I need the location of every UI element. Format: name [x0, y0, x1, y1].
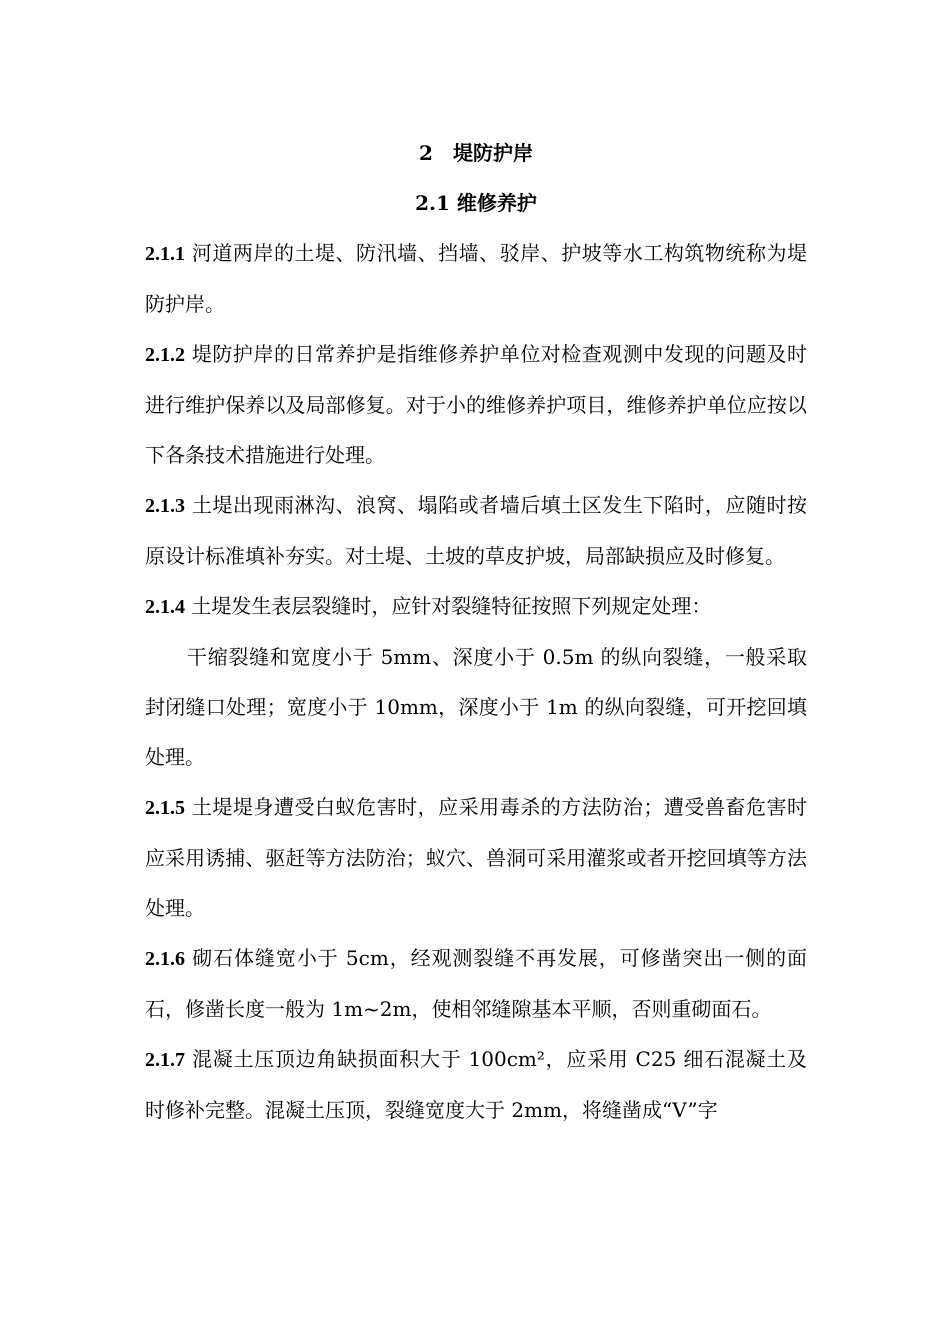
clause-number: 2.1.4 [145, 596, 185, 618]
clause-text: 土堤出现雨淋沟、浪窝、塌陷或者墙后填土区发生下陷时，应随时按原设计标准填补夯实。对土堤、土坡的草皮护坡，局部缺损应及时修复。 [145, 493, 807, 568]
clause-text: 堤防护岸的日常养护是指维修养护单位对检查观测中发现的问题及时进行维护保养以及局部修复。对于小的维修养护项目，维修养护单位应按以下各条技术措施进行处理。 [145, 342, 807, 467]
clause-text: 河道两岸的土堤、防汛墙、挡墙、驳岸、护坡等水工构筑物统称为堤防护岸。 [145, 241, 807, 316]
clause-2-1-5 [145, 782, 807, 933]
clause-number: 2.1.1 [145, 243, 185, 265]
clause-2-1-4 [145, 581, 807, 632]
clause-text: 土堤发生表层裂缝时，应针对裂缝特征按照下列规定处理： [185, 594, 712, 618]
clause-2-1-3 [145, 480, 807, 581]
clause-2-1-7 [145, 1034, 807, 1135]
clause-number: 2.1.5 [145, 797, 185, 819]
document-body [145, 128, 807, 1135]
clause-number: 2.1.6 [145, 948, 185, 970]
clause-number: 2.1.2 [145, 344, 185, 366]
clause-number: 2.1.7 [145, 1049, 185, 1071]
clause-number: 2.1.3 [145, 495, 185, 517]
clause-2-1-2 [145, 329, 807, 480]
clause-text: 土堤堤身遭受白蚁危害时，应采用毒杀的方法防治；遭受兽畜危害时应采用诱捕、驱赶等方法防治；蚁穴、兽洞可采用灌浆或者开挖回填等方法处理。 [145, 795, 807, 920]
clause-2-1-1 [145, 228, 807, 329]
chapter-title: 2 堤防护岸 [419, 141, 533, 165]
clause-text: 干缩裂缝和宽度小于 5mm、深度小于 0.5m 的纵向裂缝，一般采取封闭缝口处理；宽度小于 10mm，深度小于 1m 的纵向裂缝，可开挖回填处理。 [145, 645, 807, 769]
clause-text: 砌石体缝宽小于 5cm，经观测裂缝不再发展，可修凿突出一侧的面石，修凿长度一般为 1m~2m，使相邻缝隙基本平顺，否则重砌面石。 [145, 946, 807, 1021]
section-title: 2.1 维修养护 [415, 191, 537, 215]
clause-2-1-6 [145, 933, 807, 1034]
clause-2-1-4-detail [145, 632, 807, 782]
clause-text: 混凝土压顶边角缺损面积大于 100cm²，应采用 C25 细石混凝土及时修补完整。混凝土压顶，裂缝宽度大于 2mm，将缝凿成“V”字 [145, 1047, 807, 1122]
